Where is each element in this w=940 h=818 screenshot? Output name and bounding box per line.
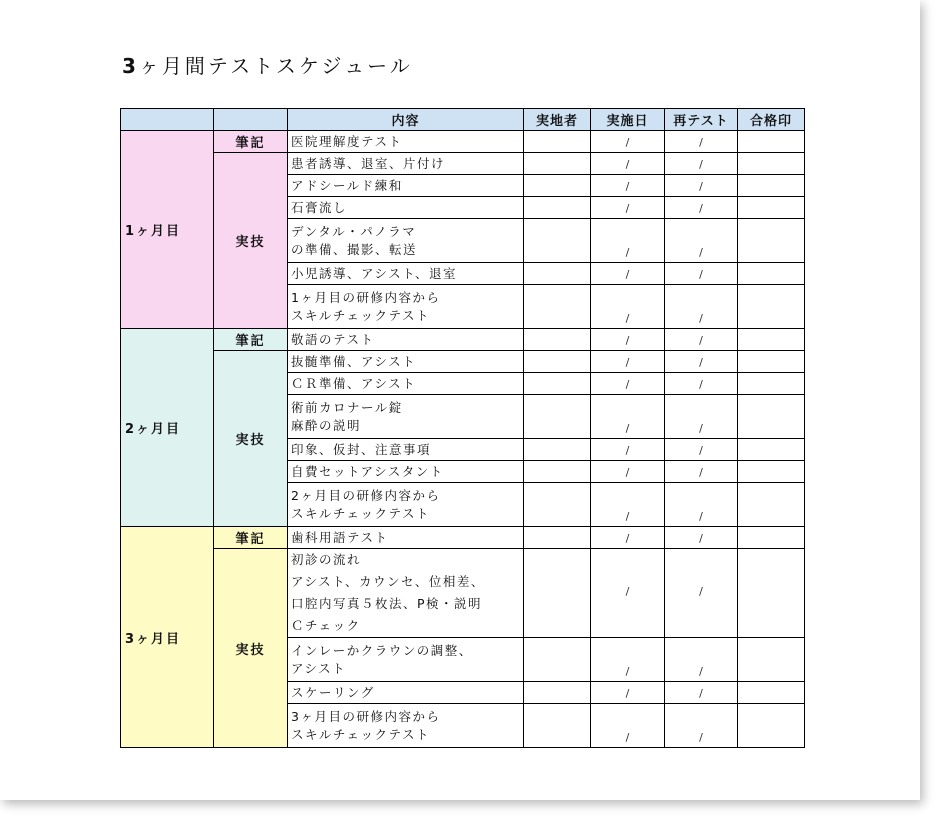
date-cell[interactable]: / [591,373,665,395]
header-content: 内容 [288,109,524,131]
pass-stamp-cell[interactable] [738,263,805,285]
category-written: 筆記 [214,329,288,351]
category-practical: 実技 [214,549,288,748]
content-cell [288,131,524,153]
table-row [121,131,805,153]
table-row [121,549,805,638]
executor-cell[interactable] [524,351,591,373]
month-label: 3ヶ月目 [121,527,214,748]
executor-cell[interactable] [524,638,591,682]
pass-stamp-cell[interactable] [738,219,805,263]
content-line: 自費セットアシスタント [291,463,444,479]
content-line: スケーリング [291,684,375,700]
category-practical: 実技 [214,351,288,527]
executor-cell[interactable] [524,439,591,461]
date-cell[interactable]: / [591,483,665,527]
pass-stamp-cell[interactable] [738,483,805,527]
pass-stamp-cell[interactable] [738,638,805,682]
content-cell [288,329,524,351]
content-line: 口腔内写真５枚法、P検・説明 [291,596,483,611]
executor-cell[interactable] [524,682,591,704]
executor-cell[interactable] [524,219,591,263]
retest-cell[interactable]: / [665,483,738,527]
content-line: 歯科用語テスト [291,529,389,545]
content-line: Ｃチェック [291,618,361,633]
header-month [121,109,214,131]
content-line: の準備、撮影、転送 [291,241,418,257]
date-cell[interactable]: / [591,153,665,175]
retest-cell[interactable]: / [665,704,738,748]
content-line: 2ヶ月目の研修内容から [291,487,441,503]
retest-cell[interactable]: / [665,439,738,461]
retest-cell[interactable]: / [665,549,738,638]
date-cell[interactable]: / [591,351,665,373]
pass-stamp-cell[interactable] [738,439,805,461]
pass-stamp-cell[interactable] [738,285,805,329]
retest-cell[interactable]: / [665,285,738,329]
executor-cell[interactable] [524,549,591,638]
executor-cell[interactable] [524,704,591,748]
date-cell[interactable]: / [591,219,665,263]
content-cell [288,285,524,329]
executor-cell[interactable] [524,527,591,549]
content-line: 医院理解度テスト [291,133,403,149]
content-line: 小児誘導、アシスト、退室 [291,265,458,281]
content-line: 術前カロナール錠 [291,399,403,415]
executor-cell[interactable] [524,153,591,175]
content-cell [288,395,524,439]
content-line: アシスト、カウンセ、位相差、 [291,574,485,589]
pass-stamp-cell[interactable] [738,197,805,219]
pass-stamp-cell[interactable] [738,682,805,704]
content-cell [288,682,524,704]
pass-stamp-cell[interactable] [738,527,805,549]
content-line: ＣＲ準備、アシスト [291,375,417,391]
executor-cell[interactable] [524,373,591,395]
page-title [122,50,413,79]
header-date: 実施日 [591,109,665,131]
content-line: 麻酔の説明 [291,417,362,433]
executor-cell[interactable] [524,197,591,219]
content-line: 石膏流し [291,199,348,215]
date-cell[interactable]: / [591,197,665,219]
month-label: 1ヶ月目 [121,131,214,329]
retest-cell[interactable]: / [665,329,738,351]
pass-stamp-cell[interactable] [738,704,805,748]
executor-cell[interactable] [524,263,591,285]
retest-cell[interactable]: / [665,131,738,153]
content-cell [288,263,524,285]
category-practical: 実技 [214,153,288,329]
executor-cell[interactable] [524,395,591,439]
date-cell[interactable]: / [591,461,665,483]
table-row [121,329,805,351]
content-line: デンタル・パノラマ [291,223,417,239]
pass-stamp-cell[interactable] [738,175,805,197]
header-retest: 再テスト [665,109,738,131]
pass-stamp-cell[interactable] [738,329,805,351]
header-category [214,109,288,131]
content-line: 初診の流れ [291,552,362,567]
pass-stamp-cell[interactable] [738,131,805,153]
content-cell [288,219,524,263]
content-cell [288,461,524,483]
content-line: 敬語のテスト [291,331,375,347]
retest-cell[interactable]: / [665,461,738,483]
content-cell [288,527,524,549]
retest-cell[interactable]: / [665,638,738,682]
table-row [121,351,805,373]
content-line: スキルチェックテスト [291,505,431,521]
date-cell[interactable]: / [591,549,665,638]
retest-cell[interactable]: / [665,373,738,395]
pass-stamp-cell[interactable] [738,461,805,483]
date-cell[interactable]: / [591,131,665,153]
header-executor: 実地者 [524,109,591,131]
content-line: アドシールド練和 [291,177,403,193]
content-line: スキルチェックテスト [291,307,431,323]
executor-cell[interactable] [524,285,591,329]
retest-cell[interactable]: / [665,263,738,285]
executor-cell[interactable] [524,461,591,483]
retest-cell[interactable]: / [665,219,738,263]
date-cell[interactable]: / [591,175,665,197]
date-cell[interactable]: / [591,285,665,329]
retest-cell[interactable]: / [665,682,738,704]
retest-cell[interactable]: / [665,197,738,219]
date-cell[interactable]: / [591,263,665,285]
pass-stamp-cell[interactable] [738,395,805,439]
content-cell [288,351,524,373]
header-row [121,109,805,131]
date-cell[interactable]: / [591,329,665,351]
title-number: 3 [122,54,139,78]
content-cell [288,373,524,395]
date-cell[interactable]: / [591,395,665,439]
content-cell [288,175,524,197]
content-cell [288,549,524,638]
date-cell[interactable]: / [591,704,665,748]
pass-stamp-cell[interactable] [738,351,805,373]
pass-stamp-cell[interactable] [738,373,805,395]
executor-cell[interactable] [524,131,591,153]
retest-cell[interactable]: / [665,395,738,439]
content-line: 患者誘導、退室、片付け [291,155,446,171]
date-cell[interactable]: / [591,638,665,682]
content-cell [288,638,524,682]
retest-cell[interactable]: / [665,153,738,175]
content-line: 1ヶ月目の研修内容から [291,289,441,305]
retest-cell[interactable]: / [665,175,738,197]
content-cell [288,153,524,175]
category-written: 筆記 [214,131,288,153]
header-pass-stamp: 合格印 [738,109,805,131]
month-label: 2ヶ月目 [121,329,214,527]
content-cell [288,483,524,527]
content-cell [288,439,524,461]
title-text: ヶ月間テストスケジュール [138,54,413,78]
pass-stamp-cell[interactable] [738,153,805,175]
executor-cell[interactable] [524,329,591,351]
table-row [121,153,805,175]
content-line: 3ヶ月目の研修内容から [291,708,441,724]
executor-cell[interactable] [524,175,591,197]
content-line: アシスト [291,660,347,676]
schedule-table [120,108,805,748]
date-cell[interactable]: / [591,527,665,549]
content-line: 印象、仮封、注意事項 [291,441,432,457]
content-line: 抜髄準備、アシスト [291,353,417,369]
date-cell[interactable]: / [591,682,665,704]
content-cell [288,704,524,748]
content-line: インレーかクラウンの調整、 [291,642,473,658]
executor-cell[interactable] [524,483,591,527]
pass-stamp-cell[interactable] [738,549,805,638]
content-cell [288,197,524,219]
content-line: スキルチェックテスト [291,726,431,742]
table-row [121,527,805,549]
date-cell[interactable]: / [591,439,665,461]
retest-cell[interactable]: / [665,351,738,373]
retest-cell[interactable]: / [665,527,738,549]
category-written: 筆記 [214,527,288,549]
